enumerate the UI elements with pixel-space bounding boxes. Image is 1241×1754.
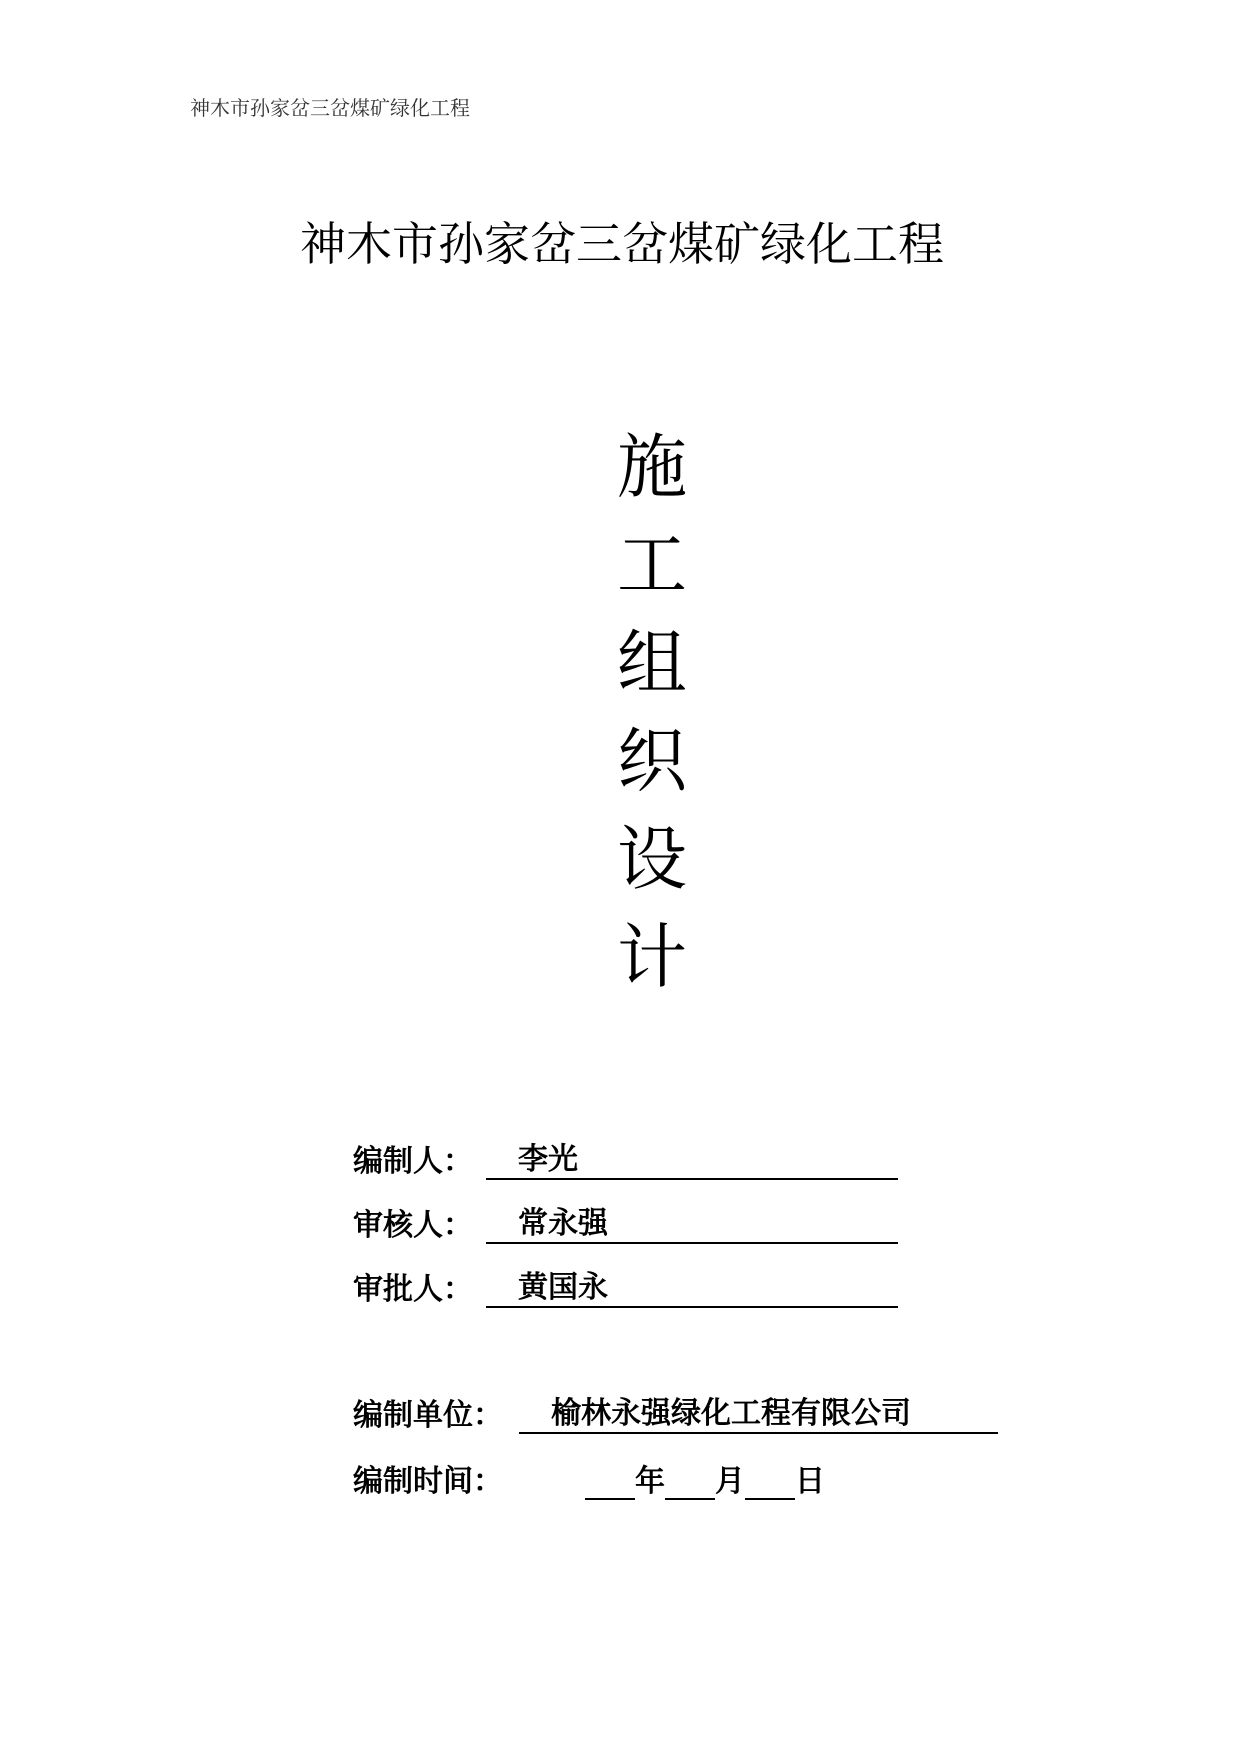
date-row (353, 1452, 825, 1500)
project-title: 神木市孙家岔三岔煤矿绿化工程 (300, 217, 944, 271)
reviewer-label: 审核人： (353, 1208, 473, 1243)
unit-label: 编制单位： (353, 1398, 503, 1433)
compiler-name: 李光 (518, 1142, 578, 1177)
year-unit: 年 (635, 1464, 665, 1499)
compiler-row (353, 1132, 898, 1180)
reviewer-field (486, 1202, 898, 1244)
document-title-char: 组 (617, 622, 687, 704)
document-title-char: 施 (617, 426, 687, 508)
document-title (612, 418, 692, 1006)
unit-name: 榆林永强绿化工程有限公司 (551, 1396, 911, 1431)
date-label: 编制时间： (353, 1464, 503, 1499)
day-blank (745, 1460, 795, 1500)
compiler-field (486, 1138, 898, 1180)
month-blank (665, 1460, 715, 1500)
approver-field (486, 1266, 898, 1308)
running-header: 神木市孙家岔三岔煤矿绿化工程 (190, 96, 470, 120)
reviewer-row (353, 1196, 898, 1244)
year-blank (585, 1460, 635, 1500)
document-title-char: 计 (617, 916, 687, 998)
day-unit: 日 (795, 1464, 825, 1499)
approver-row (353, 1260, 898, 1308)
month-unit: 月 (715, 1464, 745, 1499)
document-title-char: 织 (617, 720, 687, 802)
unit-field (519, 1392, 998, 1434)
document-title-char: 工 (617, 524, 687, 606)
unit-row (353, 1386, 998, 1434)
approver-name: 黄国永 (518, 1270, 608, 1305)
reviewer-name: 常永强 (518, 1206, 608, 1241)
approver-label: 审批人： (353, 1272, 473, 1307)
compiler-label: 编制人： (353, 1144, 473, 1179)
document-title-char: 设 (617, 818, 687, 900)
